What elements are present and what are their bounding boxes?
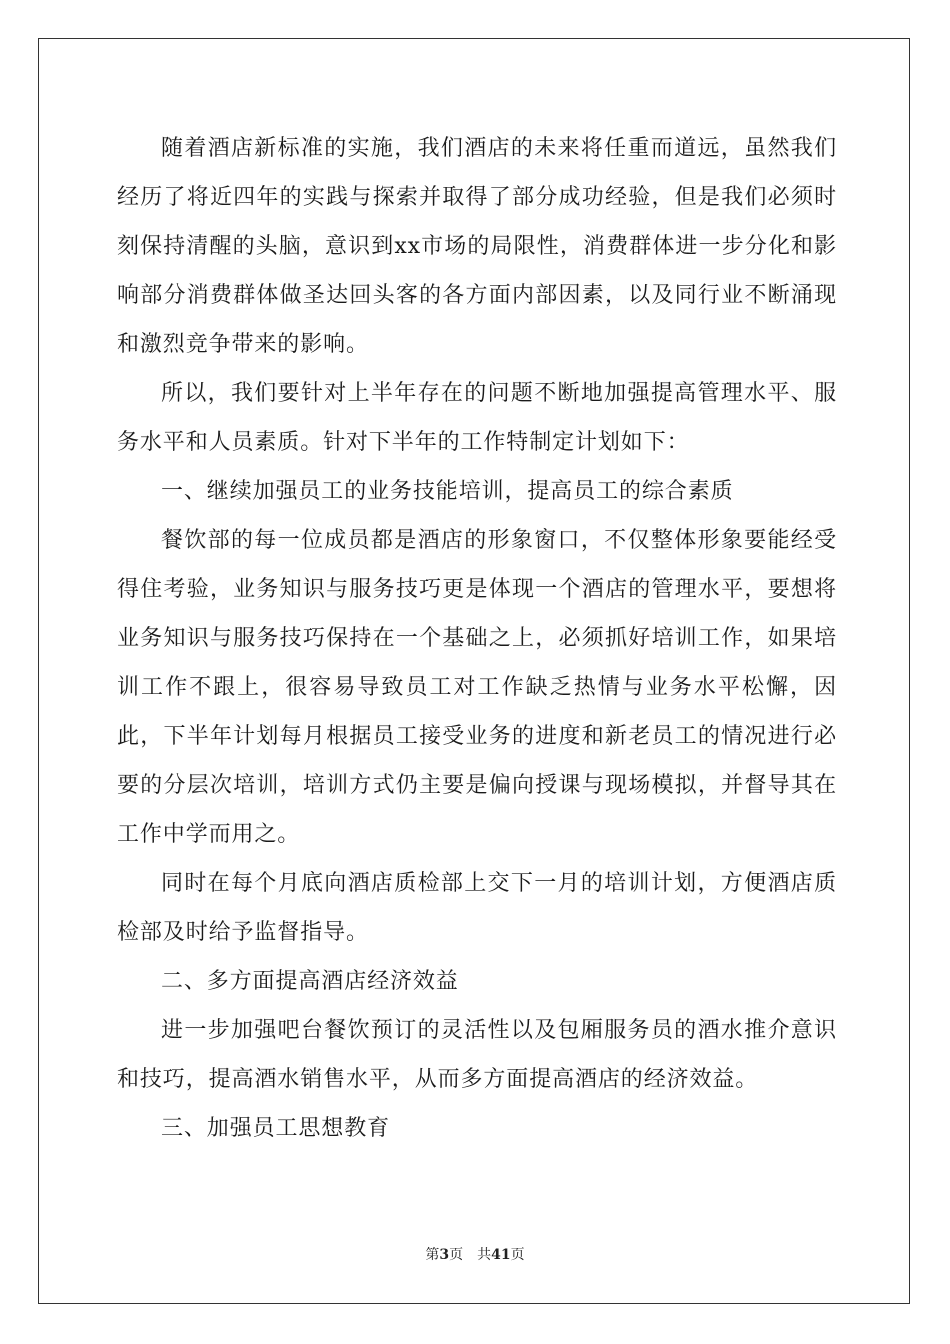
total-unit: 页 — [510, 1247, 525, 1263]
page-total: 41 — [491, 1247, 511, 1263]
document-body — [117, 124, 837, 1153]
page-footer — [0, 1244, 950, 1264]
section-heading-3: 三、加强员工思想教育 — [161, 1116, 391, 1141]
section-heading-2: 二、多方面提高酒店经济效益 — [161, 969, 459, 994]
paragraph-3: 餐饮部的每一位成员都是酒店的形象窗口，不仅整体形象要能经受得住考验，业务知识与服务技巧更是体现一个酒店的管理水平，要想将业务知识与服务技巧保持在一个基础之上，必须抓好培训工作，如果培训工作不跟上，很容易导致员工对工作缺乏热情与业务水平松懈，因此，下半年计划每月根据员工接受业务的进度和新老员工的情况进行必要的分层次培训，培训方式仍主要是偏向授课与现场模拟，并督导其在工作中学而用之。 — [117, 528, 837, 847]
paragraph-5: 进一步加强吧台餐饮预订的灵活性以及包厢服务员的酒水推介意识和技巧，提高酒水销售水平，从而多方面提高酒店的经济效益。 — [117, 1018, 837, 1092]
paragraph-2: 所以，我们要针对上半年存在的问题不断地加强提高管理水平、服务水平和人员素质。针对下半年的工作特制定计划如下： — [117, 381, 837, 455]
paragraph-4: 同时在每个月底向酒店质检部上交下一月的培训计划，方便酒店质检部及时给予监督指导。 — [117, 871, 837, 945]
total-prefix: 共 — [477, 1247, 492, 1263]
section-heading-1: 一、继续加强员工的业务技能培训，提高员工的综合素质 — [161, 479, 734, 504]
paragraph-1: 随着酒店新标准的实施，我们酒店的未来将任重而道远，虽然我们经历了将近四年的实践与探索并取得了部分成功经验，但是我们必须时刻保持清醒的头脑，意识到xx市场的局限性，消费群体进一步分化和影响部分消费群体做圣达回头客的各方面内部因素，以及同行业不断涌现和激烈竞争带来的影响。 — [117, 136, 837, 357]
page-unit: 页 — [449, 1247, 464, 1263]
page-prefix: 第 — [425, 1247, 440, 1263]
page-current: 3 — [439, 1247, 450, 1263]
